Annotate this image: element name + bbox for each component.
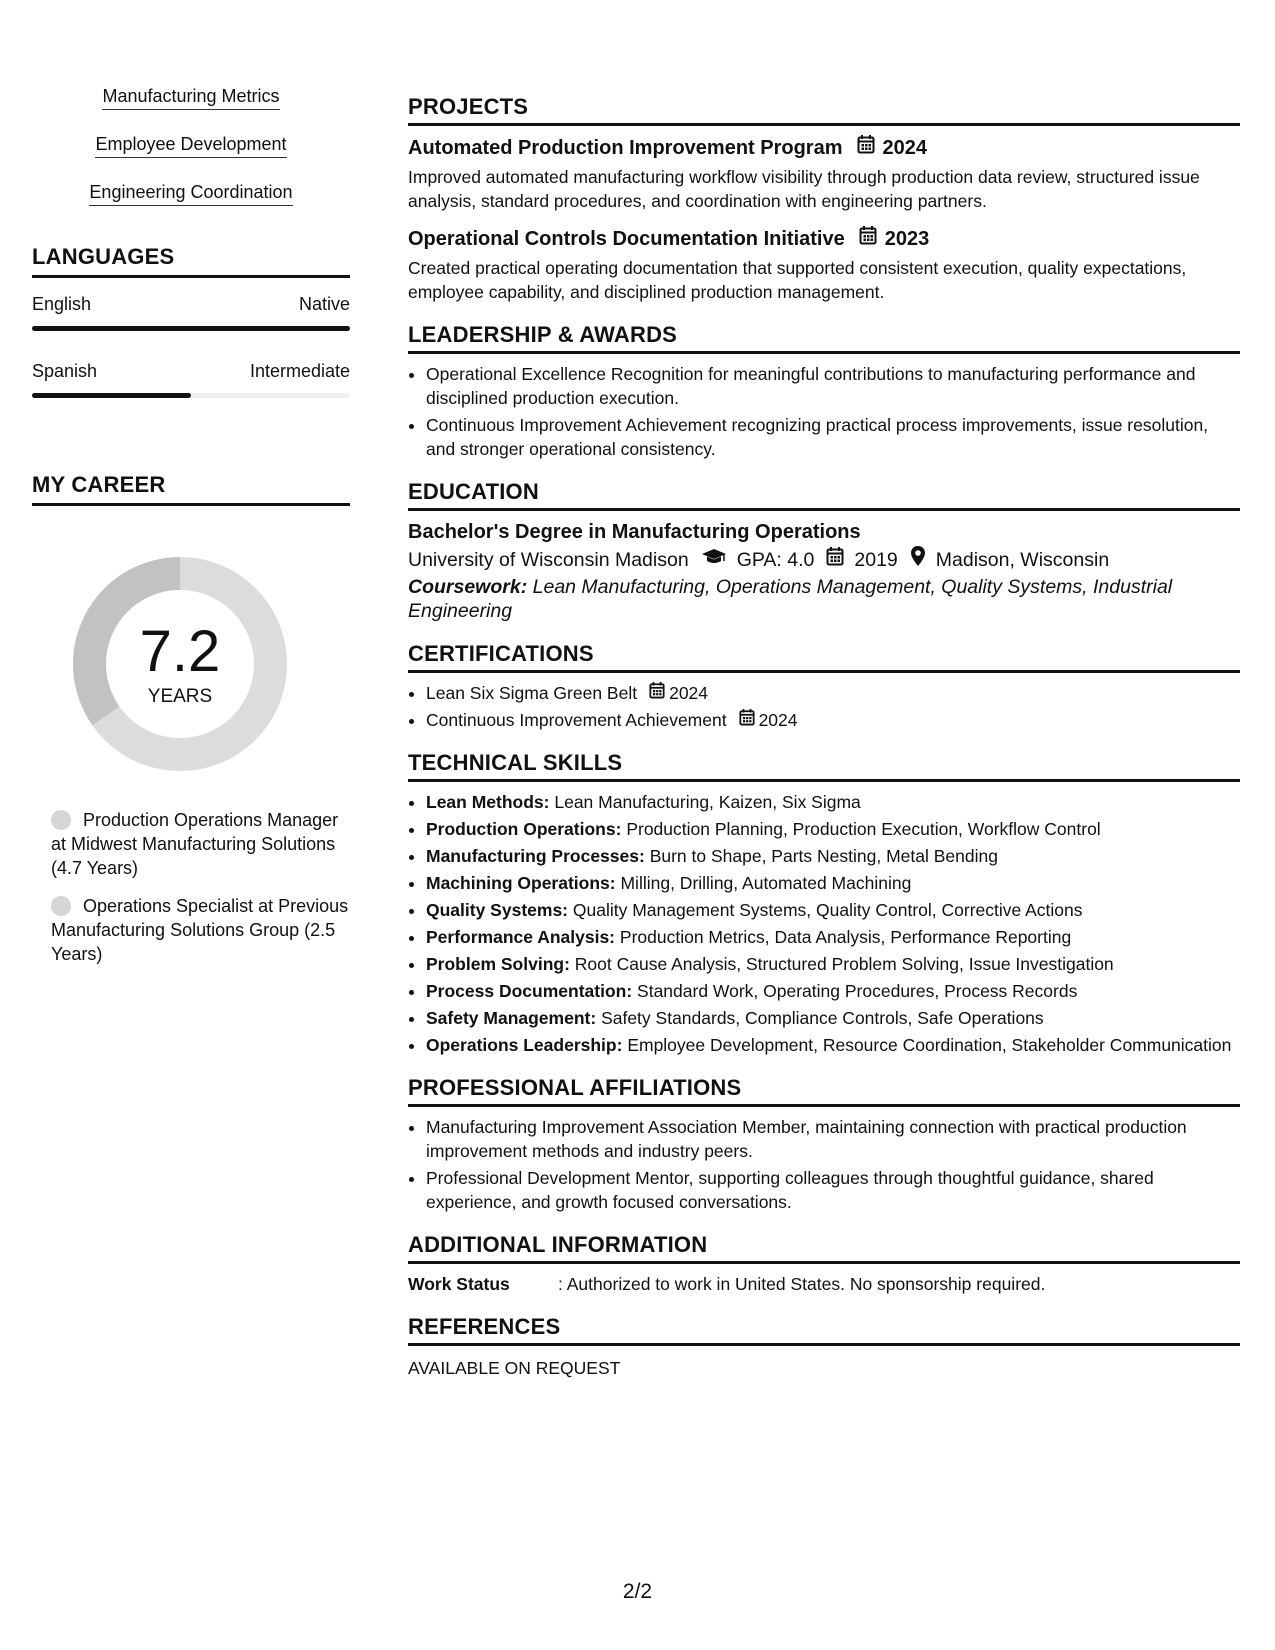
work-status-row [408,1272,1240,1296]
career-heading: MY CAREER [32,472,350,506]
skill-category: Process Documentation: [426,981,633,1001]
school-location: Madison, Wisconsin [935,549,1110,571]
skill-link[interactable]: Engineering Coordination [89,180,292,206]
career-donut-chart [66,550,294,778]
languages-heading: LANGUAGES [32,244,350,278]
language-item [32,292,350,331]
language-name: English [32,294,92,314]
graduation-cap-icon [701,546,727,574]
technical-skill-item [426,790,1240,814]
technical-skill-item [426,817,1240,841]
project-description: Created practical operating documentation that supported consistent execution, quality expectations, employee capability, and disciplined production management. [408,258,1187,302]
technical-skill-item [426,1033,1240,1057]
career-item-text: Operations Specialist at Previous Manufacturing Solutions Group (2.5 Years) [51,896,349,964]
career-item [51,808,350,880]
skill-category: Performance Analysis: [426,927,616,947]
skill-values: Lean Manufacturing, Kaizen, Six Sigma [554,792,861,812]
coursework-label: Coursework: [408,576,528,598]
language-proficiency-bar [32,326,350,331]
degree-title: Bachelor's Degree in Manufacturing Operations [408,521,861,543]
language-proficiency-bar [32,393,350,398]
skill-values: Safety Standards, Compliance Controls, Safe Operations [601,1008,1044,1028]
language-proficiency-fill [32,326,350,331]
languages-section [32,244,350,398]
language-level: Intermediate [249,361,350,381]
certification-year: 2024 [669,683,709,703]
project-title: Automated Production Improvement Program [408,136,843,159]
skill-category: Machining Operations: [426,873,616,893]
skill-values: Standard Work, Operating Procedures, Process Records [637,981,1078,1001]
project-item [408,225,1240,304]
skill-category: Operations Leadership: [426,1035,623,1055]
calendar-icon [857,134,875,161]
project-title: Operational Controls Documentation Initiative [408,227,845,250]
calendar-icon [826,546,844,574]
certifications-heading: CERTIFICATIONS [408,641,1240,673]
certification-item [426,708,1240,732]
project-year: 2024 [882,136,927,159]
projects-section [408,94,1240,304]
skills-list [32,84,350,206]
graduation-year: 2019 [854,549,898,571]
sidebar [32,84,350,966]
work-status-label: Work Status [408,1274,510,1294]
technical-skill-item [426,925,1240,949]
technical-skill-item [426,979,1240,1003]
certifications-section [408,641,1240,732]
additional-info-heading: ADDITIONAL INFORMATION [408,1232,1240,1264]
skill-link[interactable]: Manufacturing Metrics [102,84,279,110]
skill-values: Production Metrics, Data Analysis, Performance Reporting [619,927,1072,947]
skill-values: Employee Development, Resource Coordination, Stakeholder Communication [627,1035,1232,1055]
affiliations-section [408,1075,1240,1214]
skill-category: Safety Management: [426,1008,597,1028]
career-total-years: 7.2 [139,619,221,684]
technical-skill-item [426,952,1240,976]
leadership-item: • Operational Excellence Recognition for meaningful contributions to manufacturing performance and disciplined production execution. [426,362,1240,410]
references-heading: REFERENCES [408,1314,1240,1346]
certification-name: • Continuous Improvement Achievement [426,710,727,730]
main-content [408,94,1240,1398]
projects-heading: PROJECTS [408,94,1240,126]
skill-link[interactable]: Employee Development [95,132,286,158]
career-item-text: Production Operations Manager at Midwest Manufacturing Solutions (4.7 Years) [51,810,339,878]
education-meta [408,545,1240,575]
skill-category: Manufacturing Processes: [426,846,645,866]
references-text: AVAILABLE ON REQUEST [408,1358,621,1378]
language-level: Native [298,294,350,314]
technical-skill-item [426,871,1240,895]
skill-values: Root Cause Analysis, Structured Problem Solving, Issue Investigation [574,954,1114,974]
technical-skills-heading: TECHNICAL SKILLS [408,750,1240,782]
gpa: GPA: 4.0 [736,549,815,571]
skill-values: Production Planning, Production Execution, Workflow Control [626,819,1101,839]
language-name: Spanish [32,361,98,381]
language-proficiency-fill [32,393,191,398]
career-dot-icon [51,810,71,830]
education-heading: EDUCATION [408,479,1240,511]
leadership-section [408,322,1240,461]
education-section [408,479,1240,623]
skill-values: Quality Management Systems, Quality Control, Corrective Actions [572,900,1083,920]
affiliation-item: • Professional Development Mentor, supporting colleagues through thoughtful guidance, shared experience, and growth focused conversations. [426,1166,1240,1214]
project-description: Improved automated manufacturing workflow visibility through production data review, structured issue analysis, standard procedures, and coordination with engineering partners. [408,167,1200,211]
coursework-list: Lean Manufacturing, Operations Management, Quality Systems, Industrial Engineering [408,576,1173,622]
career-section [32,472,350,966]
skill-category: Quality Systems: [426,900,568,920]
technical-skills-section [408,750,1240,1057]
page-number: 2/2 [622,1580,653,1603]
career-years-unit: YEARS [147,686,213,707]
language-item [32,359,350,398]
career-item [51,894,350,966]
work-status-value: : Authorized to work in United States. No sponsorship required. [558,1274,1046,1294]
project-item [408,134,1240,213]
skill-category: Lean Methods: [426,792,550,812]
leadership-item: • Continuous Improvement Achievement recognizing practical process improvements, issue resolution, and stronger operational consistency. [426,413,1240,461]
skill-category: Problem Solving: [426,954,570,974]
additional-info-section [408,1232,1240,1296]
technical-skill-item [426,844,1240,868]
coursework [408,575,1240,623]
calendar-icon [649,681,665,705]
location-pin-icon [910,545,926,575]
career-dot-icon [51,896,71,916]
technical-skill-item [426,898,1240,922]
calendar-icon [859,225,877,252]
certification-year: 2024 [758,710,798,730]
school-name: University of Wisconsin Madison [408,549,689,571]
technical-skill-item [426,1006,1240,1030]
career-legend [32,808,350,966]
affiliation-item: • Manufacturing Improvement Association Member, maintaining connection with practical production improvement methods and industry peers. [426,1115,1240,1163]
project-year: 2023 [884,227,930,250]
certification-name: • Lean Six Sigma Green Belt [426,683,638,703]
certification-item [426,681,1240,705]
skill-category: Production Operations: [426,819,622,839]
skill-values: Milling, Drilling, Automated Machining [620,873,912,893]
affiliations-heading: PROFESSIONAL AFFILIATIONS [408,1075,1240,1107]
calendar-icon [739,708,755,732]
references-section [408,1314,1240,1380]
skill-values: Burn to Shape, Parts Nesting, Metal Bending [649,846,998,866]
leadership-heading: LEADERSHIP & AWARDS [408,322,1240,354]
